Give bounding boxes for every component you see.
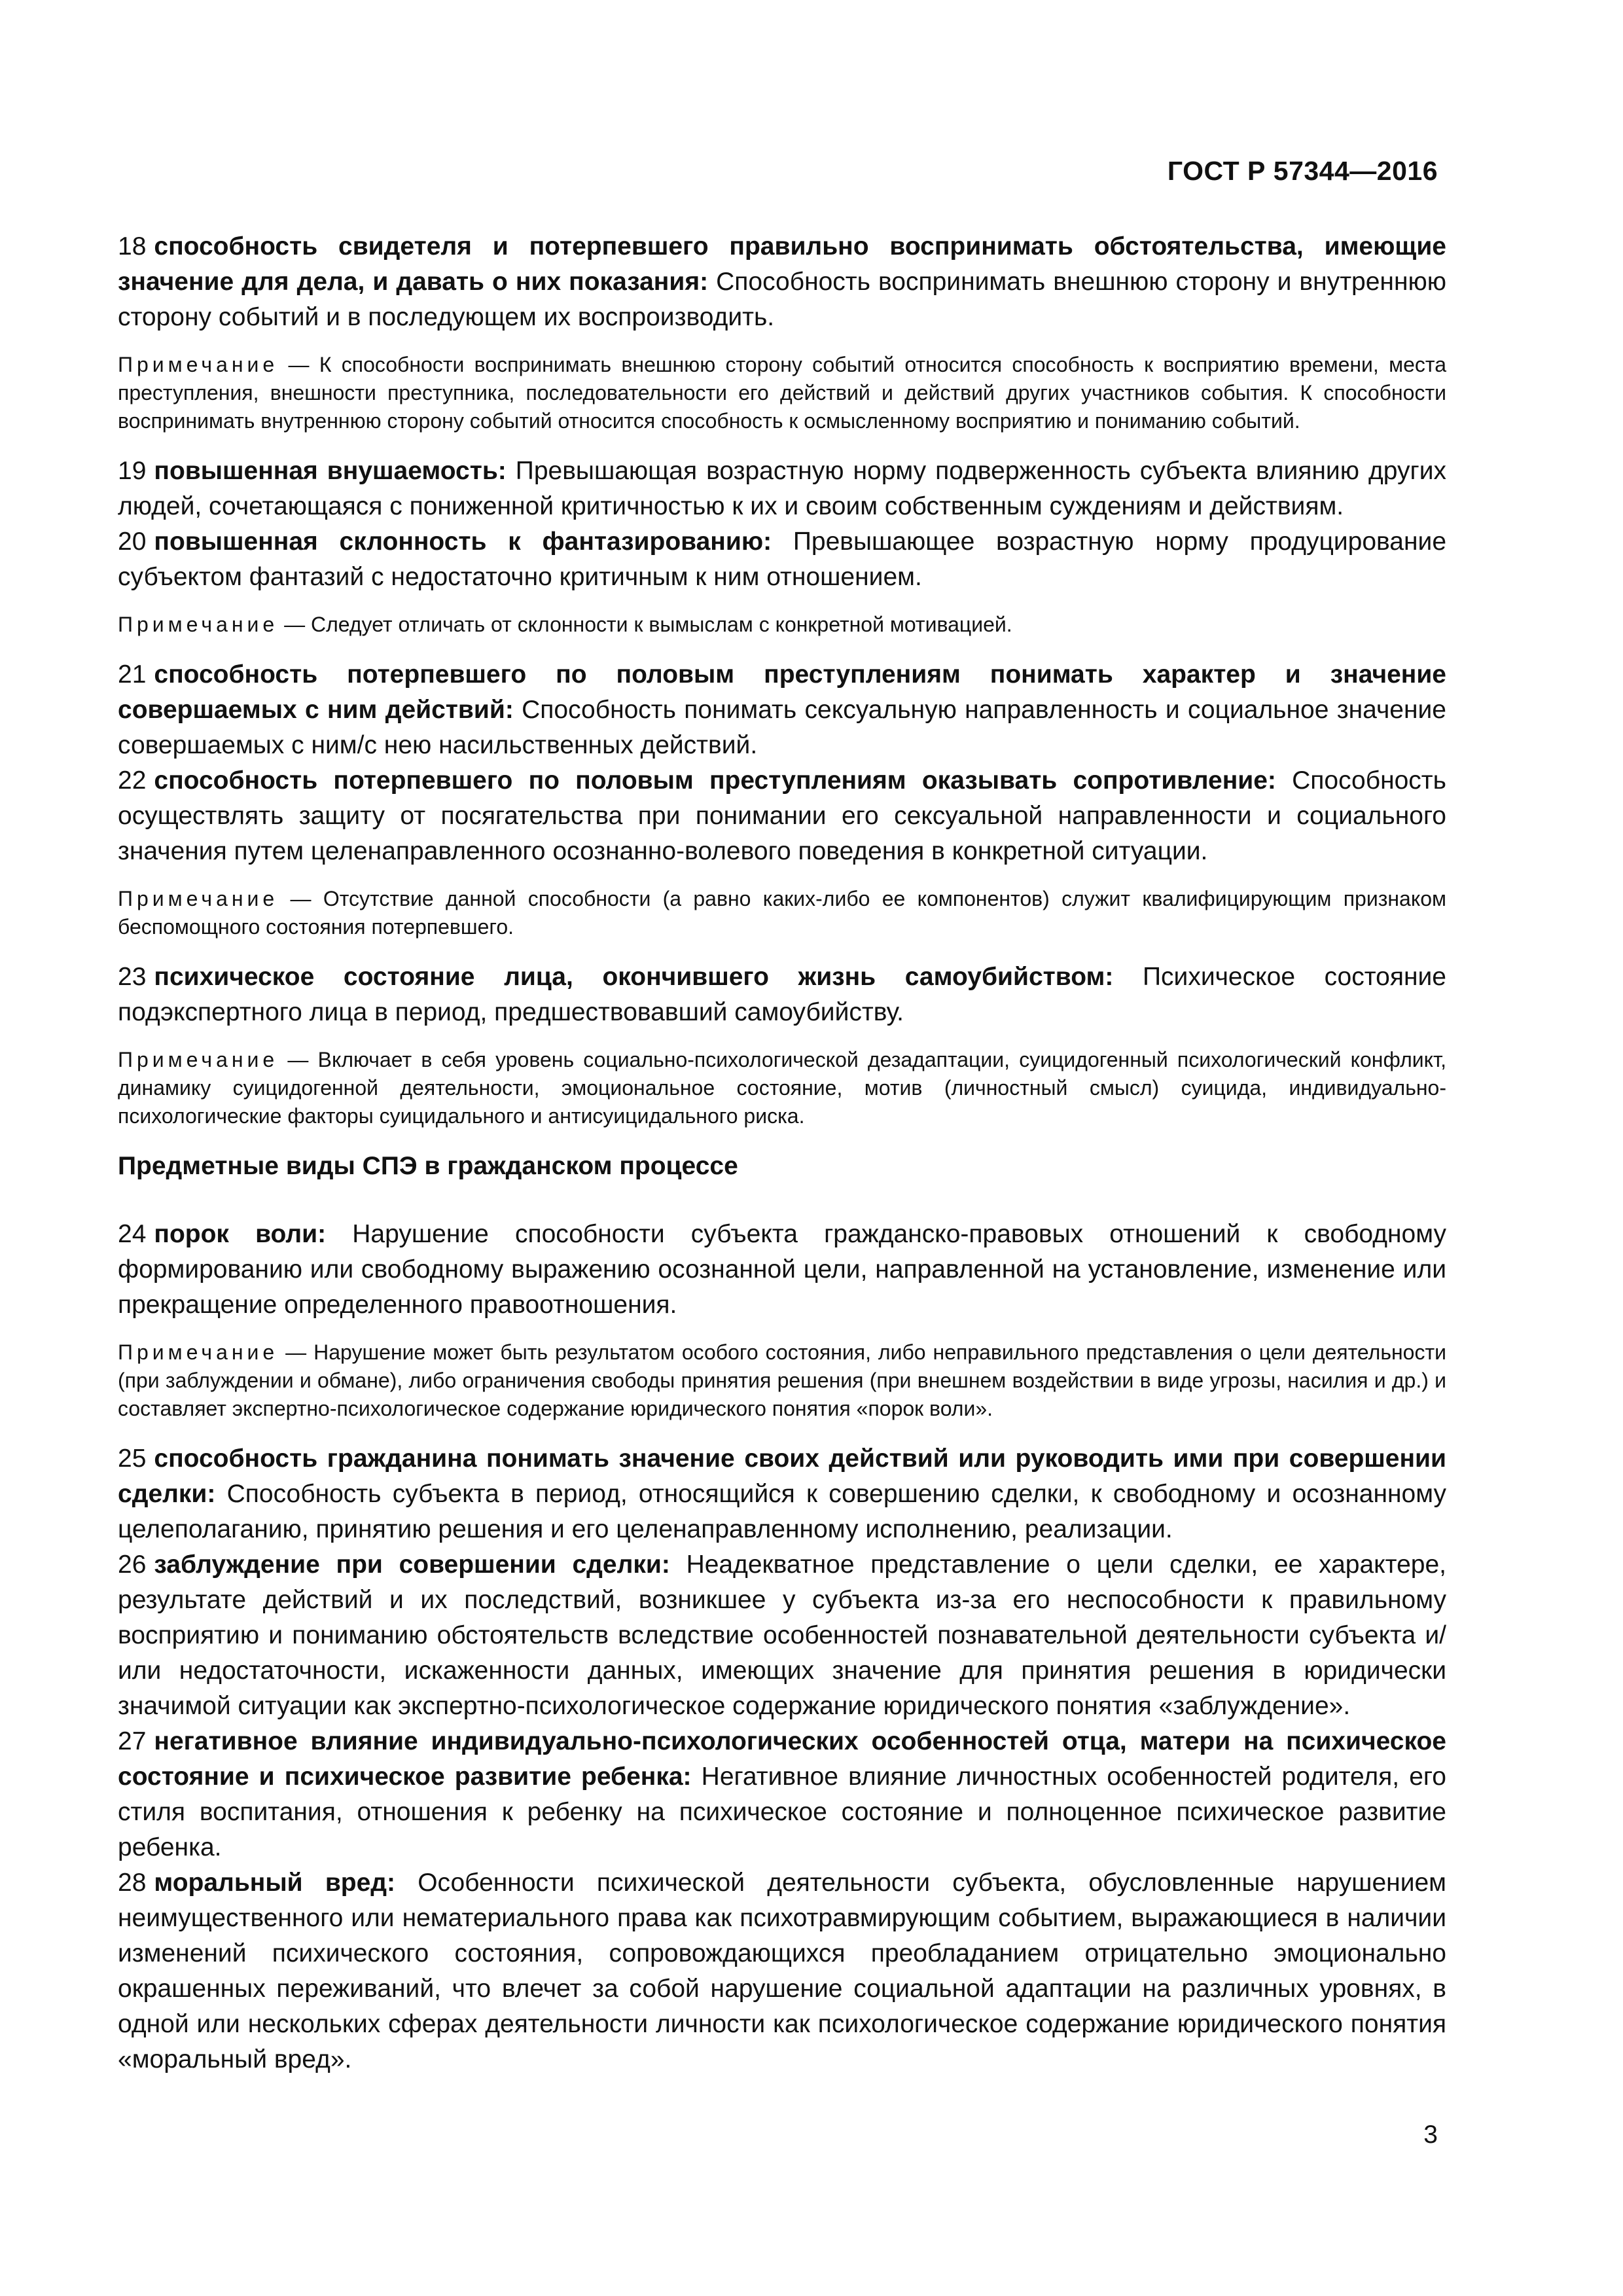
term-definition: Способность понимать сексуальную направленность и социальное значение совершаемых с ним/с нею насильственных действий. [118,696,1446,759]
term-definition: Особенности психической деятельности субъекта, обусловленные нарушением неимущественного или нематериального права как психотравмирующим событием, выражающиеся в наличии изменений психического состояния, сопровождающихся преобладанием отрицательно эмоционально окрашенных переживаний, что влечет за собой нарушение социальной адаптации на различных уровнях, в одной или нескольких сферах деятельности личности как психологическое содержание юридического понятия «моральный вред». [118,1869,1446,2073]
terms-group-civil [118,1217,1446,2077]
term-name: повышенная склонность к фантазированию: [154,528,772,556]
term-note [118,1338,1446,1423]
page-number: 3 [1423,2121,1438,2149]
note-label: Примечание [118,1048,279,1071]
term-number: 26 [118,1551,147,1579]
note-label: Примечание [118,887,279,910]
term-number: 21 [118,660,147,689]
term-entry [118,1217,1446,1323]
term-entry [118,454,1446,524]
term-entry [118,1547,1446,1724]
term-entry [118,1724,1446,1865]
term-note [118,611,1446,639]
term-number: 27 [118,1727,147,1755]
term-definition: Превышающее возрастную норму продуцирование субъектом фантазий с недостаточно критичным к ним отношением. [118,528,1447,591]
term-note [118,351,1446,435]
term-definition: Неадекватное представление о цели сделки, ее характере, результате действий и их последствий, возникшее у субъекта из-за его неспособности к правильному восприятию и пониманию обстоятельств вследствие особенностей познавательной деятельности субъекта и/или недостаточности, искаженности данных, имеющих значение для принятия решения в юридически значимой ситуации как экспертно-психологическое содержание юридического понятия «заблуждение». [118,1551,1446,1720]
term-entry [118,229,1446,335]
note-text: — Включает в себя уровень социально-психологической дезадаптации, суицидогенный психологический конфликт, динамику суицидогенной деятельности, эмоциональное состояние, мотив (личностный смысл) суицида, индивидуально-психологические факторы суицидального и антисуицидального риска. [118,1048,1447,1128]
term-entry [118,524,1446,595]
note-text: — Отсутствие данной способности (а равно каких-либо ее компонентов) служит квалифицирующим признаком беспомощного состояния потерпевшего. [118,887,1447,939]
term-number: 22 [118,766,147,795]
section-title: Предметные виды СПЭ в гражданском процессе [118,1152,738,1180]
term-number: 25 [118,1444,147,1473]
term-entry [118,657,1446,763]
term-definition: Психическое состояние подэкспертного лица в период, предшествовавший самоубийству. [118,963,1446,1026]
term-name: способность потерпевшего по половым преступлениям оказывать сопротивление: [154,766,1276,795]
term-definition: Превышающая возрастную норму подверженность субъекта влиянию других людей, сочетающаяся с пониженной критичностью к их и своим собственным суждениям и действиям. [118,457,1446,520]
note-text: — Следует отличать от склонности к вымыслам с конкретной мотивацией. [284,613,1012,636]
term-name: способность гражданина понимать значение своих действий или руководить ими при совершении сделки: [118,1444,1446,1508]
term-entry [118,1441,1446,1547]
term-name: негативное влияние индивидуально-психологических особенностей отца, матери на психическое состояние и психическое развитие ребенка: [118,1727,1446,1791]
term-note [118,885,1446,941]
term-number: 24 [118,1220,147,1248]
term-name: моральный вред: [154,1869,396,1897]
term-entry [118,763,1446,869]
note-text: — Нарушение может быть результатом особого состояния, либо неправильного представления о цели деятельности (при заблуждении и обмане), либо ограничения свободы принятия решения (при внешнем воздействии в виде угрозы, насилия и др.) и составляет экспертно-психологическое содержание юридического понятия «порок воли». [118,1340,1446,1420]
term-name: повышенная внушаемость: [154,457,507,485]
term-number: 20 [118,528,147,556]
document-header: ГОСТ Р 57344—2016 [1167,156,1438,186]
note-label: Примечание [118,613,279,636]
document-body [118,229,1446,2077]
term-name: психическое состояние лица, окончившего жизнь самоубийством: [154,963,1114,991]
term-note [118,1046,1446,1130]
term-entry [118,1865,1446,2077]
term-definition: Способность осуществлять защиту от посягательства при понимании его сексуальной направленности и социального значения путем целенаправленного осознанно-волевого поведения в конкретной ситуации. [118,766,1446,865]
term-entry [118,960,1446,1030]
note-label: Примечание [118,353,279,376]
term-number: 19 [118,457,147,485]
terms-group-criminal [118,229,1446,1130]
term-number: 23 [118,963,147,991]
term-definition: Способность воспринимать внешнюю сторону и внутреннюю сторону событий и в последующем их воспроизводить. [118,268,1447,331]
term-definition: Нарушение способности субъекта гражданско-правовых отношений к свободному формированию или свободному выражению осознанной цели, направленной на установление, изменение или прекращение определенного правоотношения. [118,1220,1446,1319]
note-text: — К способности воспринимать внешнюю сторону событий относится способность к восприятию времени, места преступления, внешности преступника, последовательности его действий и действий других участников события. К способности воспринимать внутреннюю сторону событий относится способность к осмысленному восприятию и пониманию событий. [118,353,1447,433]
note-label: Примечание [118,1340,279,1364]
term-number: 28 [118,1869,147,1897]
term-name: заблуждение при совершении сделки: [154,1551,670,1579]
term-definition: Способность субъекта в период, относящийся к совершению сделки, к свободному и осознанному целеполаганию, принятию решения и его целенаправленному исполнению, реализации. [118,1480,1446,1543]
term-name: способность потерпевшего по половым преступлениям понимать характер и значение совершаемых с ним действий: [118,660,1446,724]
term-number: 18 [118,232,147,260]
term-name: порок воли: [154,1220,327,1248]
term-name: способность свидетеля и потерпевшего правильно воспринимать обстоятельства, имеющие значение для дела, и давать о них показания: [118,232,1446,296]
term-definition: Негативное влияние личностных особенностей родителя, его стиля воспитания, отношения к ребенку на психическое состояние и полноценное психическое развитие ребенка. [118,1763,1446,1861]
